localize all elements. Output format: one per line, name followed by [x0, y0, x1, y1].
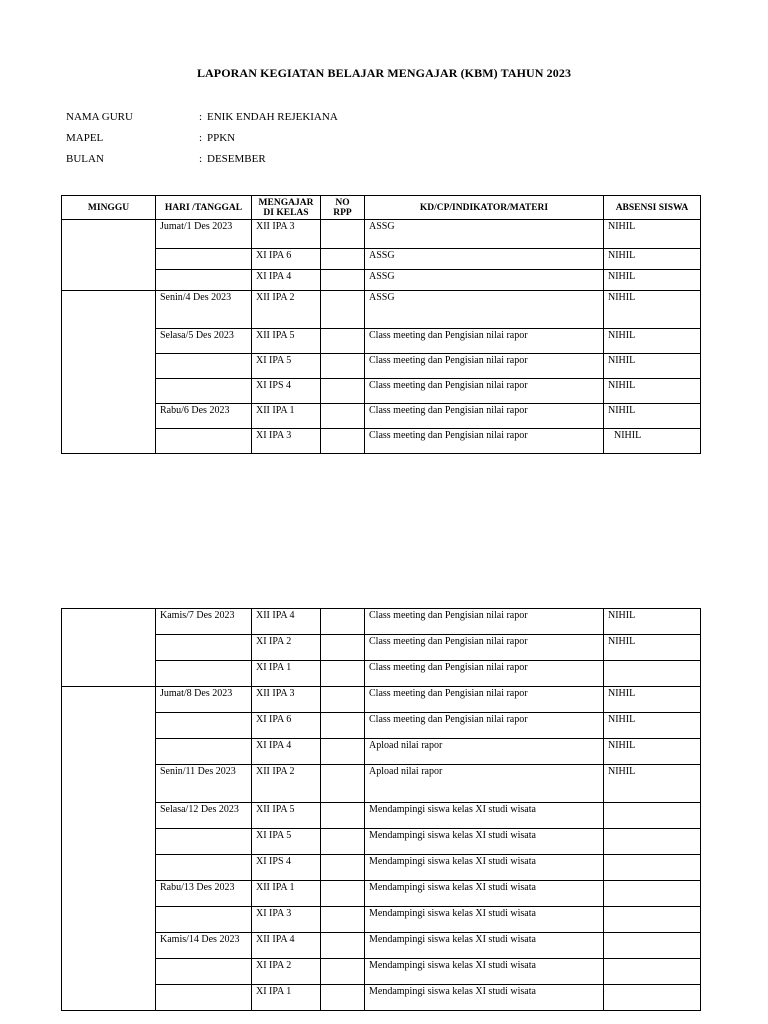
header-rpp-line1: NO [335, 197, 350, 208]
cell-materi: Class meeting dan Pengisian nilai rapor [365, 429, 604, 454]
cell-rpp [321, 249, 365, 270]
info-label: MAPEL [66, 132, 104, 144]
table-row [62, 220, 701, 249]
cell-kelas: XI IPA 2 [252, 959, 321, 985]
cell-kelas: XI IPA 5 [252, 829, 321, 855]
cell-hari [156, 959, 252, 985]
cell-materi: Class meeting dan Pengisian nilai rapor [365, 713, 604, 739]
cell-hari [156, 429, 252, 454]
cell-materi: Class meeting dan Pengisian nilai rapor [365, 329, 604, 354]
cell-absensi [604, 855, 701, 881]
cell-materi: Mendampingi siswa kelas XI studi wisata [365, 933, 604, 959]
cell-rpp [321, 713, 365, 739]
cell-kelas: XI IPA 1 [252, 985, 321, 1011]
cell-rpp [321, 959, 365, 985]
cell-absensi: NIHIL [604, 379, 701, 404]
kbm-table-page2 [61, 608, 701, 1011]
cell-materi: Apload nilai rapor [365, 765, 604, 803]
table-row [62, 985, 701, 1011]
header-hari: HARI /TANGGAL [156, 196, 252, 220]
cell-kelas: XII IPA 4 [252, 609, 321, 635]
cell-materi: Class meeting dan Pengisian nilai rapor [365, 687, 604, 713]
cell-absensi [604, 985, 701, 1011]
info-colon: : [199, 111, 203, 123]
cell-hari [156, 354, 252, 379]
cell-materi: Mendampingi siswa kelas XI studi wisata [365, 959, 604, 985]
cell-absensi [604, 661, 701, 687]
cell-rpp [321, 881, 365, 907]
table-header-row [62, 196, 701, 220]
cell-kelas: XI IPS 4 [252, 855, 321, 881]
cell-rpp [321, 739, 365, 765]
cell-hari [156, 379, 252, 404]
cell-kelas: XII IPA 2 [252, 291, 321, 329]
cell-rpp [321, 220, 365, 249]
cell-absensi [604, 829, 701, 855]
cell-hari: Senin/4 Des 2023 [156, 291, 252, 329]
cell-absensi [604, 803, 701, 829]
cell-kelas: XI IPA 2 [252, 635, 321, 661]
cell-kelas: XI IPA 3 [252, 907, 321, 933]
cell-hari [156, 907, 252, 933]
cell-materi: ASSG [365, 249, 604, 270]
cell-kelas: XI IPA 1 [252, 661, 321, 687]
cell-materi: ASSG [365, 291, 604, 329]
kbm-table-page1 [61, 195, 701, 454]
cell-kelas: XII IPA 3 [252, 687, 321, 713]
header-minggu: MINGGU [62, 196, 156, 220]
cell-hari [156, 249, 252, 270]
cell-rpp [321, 661, 365, 687]
table-row [62, 829, 701, 855]
cell-absensi [604, 933, 701, 959]
cell-hari [156, 661, 252, 687]
cell-hari [156, 829, 252, 855]
document-title: LAPORAN KEGIATAN BELAJAR MENGAJAR (KBM) TAHUN 2023 [196, 66, 572, 80]
header-mengajar-line2: DI KELAS [263, 207, 309, 218]
info-colon: : [199, 132, 203, 144]
cell-materi: Mendampingi siswa kelas XI studi wisata [365, 985, 604, 1011]
cell-kelas: XII IPA 3 [252, 220, 321, 249]
cell-hari [156, 713, 252, 739]
header-mengajar [252, 196, 321, 220]
cell-kelas: XI IPS 4 [252, 379, 321, 404]
cell-absensi: NIHIL [604, 713, 701, 739]
table-row [62, 765, 701, 803]
cell-minggu [62, 687, 156, 1011]
cell-rpp [321, 855, 365, 881]
cell-minggu [62, 291, 156, 454]
cell-materi: Class meeting dan Pengisian nilai rapor [365, 379, 604, 404]
cell-absensi: NIHIL [604, 609, 701, 635]
header-mengajar-line1: MENGAJAR [258, 197, 314, 208]
header-rpp [321, 196, 365, 220]
cell-hari: Jumat/8 Des 2023 [156, 687, 252, 713]
cell-hari: Rabu/13 Des 2023 [156, 881, 252, 907]
cell-absensi: NIHIL [604, 291, 701, 329]
cell-minggu [62, 609, 156, 687]
table-row [62, 739, 701, 765]
cell-kelas: XII IPA 1 [252, 881, 321, 907]
cell-absensi: NIHIL [604, 765, 701, 803]
cell-rpp [321, 270, 365, 291]
table-row [62, 881, 701, 907]
cell-hari [156, 855, 252, 881]
cell-absensi: NIHIL [604, 249, 701, 270]
table-row [62, 329, 701, 354]
info-row-mapel [66, 132, 235, 144]
table-row [62, 379, 701, 404]
cell-rpp [321, 907, 365, 933]
cell-rpp [321, 609, 365, 635]
cell-materi: Class meeting dan Pengisian nilai rapor [365, 354, 604, 379]
cell-rpp [321, 687, 365, 713]
cell-minggu [62, 220, 156, 291]
cell-kelas: XI IPA 4 [252, 739, 321, 765]
cell-rpp [321, 635, 365, 661]
table-row [62, 291, 701, 329]
cell-hari: Kamis/7 Des 2023 [156, 609, 252, 635]
info-value: DESEMBER [207, 153, 266, 165]
cell-materi: Class meeting dan Pengisian nilai rapor [365, 635, 604, 661]
info-value: PPKN [207, 132, 236, 144]
cell-absensi: NIHIL [604, 354, 701, 379]
info-row-guru [66, 111, 338, 123]
cell-materi: Class meeting dan Pengisian nilai rapor [365, 404, 604, 429]
cell-rpp [321, 329, 365, 354]
cell-hari: Selasa/5 Des 2023 [156, 329, 252, 354]
cell-hari [156, 985, 252, 1011]
cell-rpp [321, 829, 365, 855]
table-row [62, 249, 701, 270]
table-row [62, 270, 701, 291]
cell-rpp [321, 985, 365, 1011]
table-row [62, 354, 701, 379]
table-row [62, 687, 701, 713]
cell-absensi: NIHIL [604, 687, 701, 713]
cell-rpp [321, 803, 365, 829]
table-row [62, 429, 701, 454]
cell-kelas: XII IPA 2 [252, 765, 321, 803]
cell-absensi: NIHIL [604, 220, 701, 249]
cell-materi: Mendampingi siswa kelas XI studi wisata [365, 907, 604, 933]
cell-materi: Mendampingi siswa kelas XI studi wisata [365, 881, 604, 907]
cell-kelas: XI IPA 4 [252, 270, 321, 291]
cell-materi: Class meeting dan Pengisian nilai rapor [365, 661, 604, 687]
cell-absensi: NIHIL [604, 329, 701, 354]
cell-kelas: XI IPA 5 [252, 354, 321, 379]
cell-kelas: XI IPA 3 [252, 429, 321, 454]
info-label: NAMA GURU [66, 111, 133, 123]
cell-hari: Senin/11 Des 2023 [156, 765, 252, 803]
cell-rpp [321, 379, 365, 404]
header-materi: KD/CP/INDIKATOR/MATERI [365, 196, 604, 220]
cell-materi: Apload nilai rapor [365, 739, 604, 765]
cell-hari [156, 635, 252, 661]
info-row-bulan [66, 153, 266, 165]
table-row [62, 907, 701, 933]
cell-materi: ASSG [365, 270, 604, 291]
cell-rpp [321, 291, 365, 329]
cell-kelas: XII IPA 4 [252, 933, 321, 959]
info-value: ENIK ENDAH REJEKIANA [207, 111, 338, 123]
cell-absensi [604, 959, 701, 985]
cell-rpp [321, 933, 365, 959]
cell-rpp [321, 404, 365, 429]
table-row [62, 609, 701, 635]
cell-kelas: XII IPA 5 [252, 329, 321, 354]
cell-hari [156, 739, 252, 765]
info-colon: : [199, 153, 203, 165]
cell-materi: Mendampingi siswa kelas XI studi wisata [365, 803, 604, 829]
table-row [62, 855, 701, 881]
cell-absensi: NIHIL [604, 404, 701, 429]
cell-kelas: XI IPA 6 [252, 249, 321, 270]
cell-hari: Rabu/6 Des 2023 [156, 404, 252, 429]
cell-hari: Selasa/12 Des 2023 [156, 803, 252, 829]
cell-kelas: XII IPA 5 [252, 803, 321, 829]
cell-hari: Jumat/1 Des 2023 [156, 220, 252, 249]
cell-absensi: NIHIL [604, 270, 701, 291]
cell-absensi: NIHIL [604, 635, 701, 661]
header-absensi: ABSENSI SISWA [604, 196, 701, 220]
table-row [62, 933, 701, 959]
cell-kelas: XII IPA 1 [252, 404, 321, 429]
cell-materi: Class meeting dan Pengisian nilai rapor [365, 609, 604, 635]
cell-kelas: XI IPA 6 [252, 713, 321, 739]
table-row [62, 713, 701, 739]
cell-absensi [604, 881, 701, 907]
cell-absensi: NIHIL [604, 739, 701, 765]
cell-hari: Kamis/14 Des 2023 [156, 933, 252, 959]
cell-absensi: NIHIL [604, 429, 701, 454]
table-row [62, 404, 701, 429]
cell-rpp [321, 765, 365, 803]
cell-rpp [321, 354, 365, 379]
table-row [62, 803, 701, 829]
table-row [62, 959, 701, 985]
cell-materi: Mendampingi siswa kelas XI studi wisata [365, 829, 604, 855]
cell-absensi [604, 907, 701, 933]
cell-materi: Mendampingi siswa kelas XI studi wisata [365, 855, 604, 881]
table-row [62, 661, 701, 687]
header-rpp-line2: RPP [333, 207, 352, 218]
cell-rpp [321, 429, 365, 454]
cell-hari [156, 270, 252, 291]
table-row [62, 635, 701, 661]
cell-materi: ASSG [365, 220, 604, 249]
info-label: BULAN [66, 153, 104, 165]
